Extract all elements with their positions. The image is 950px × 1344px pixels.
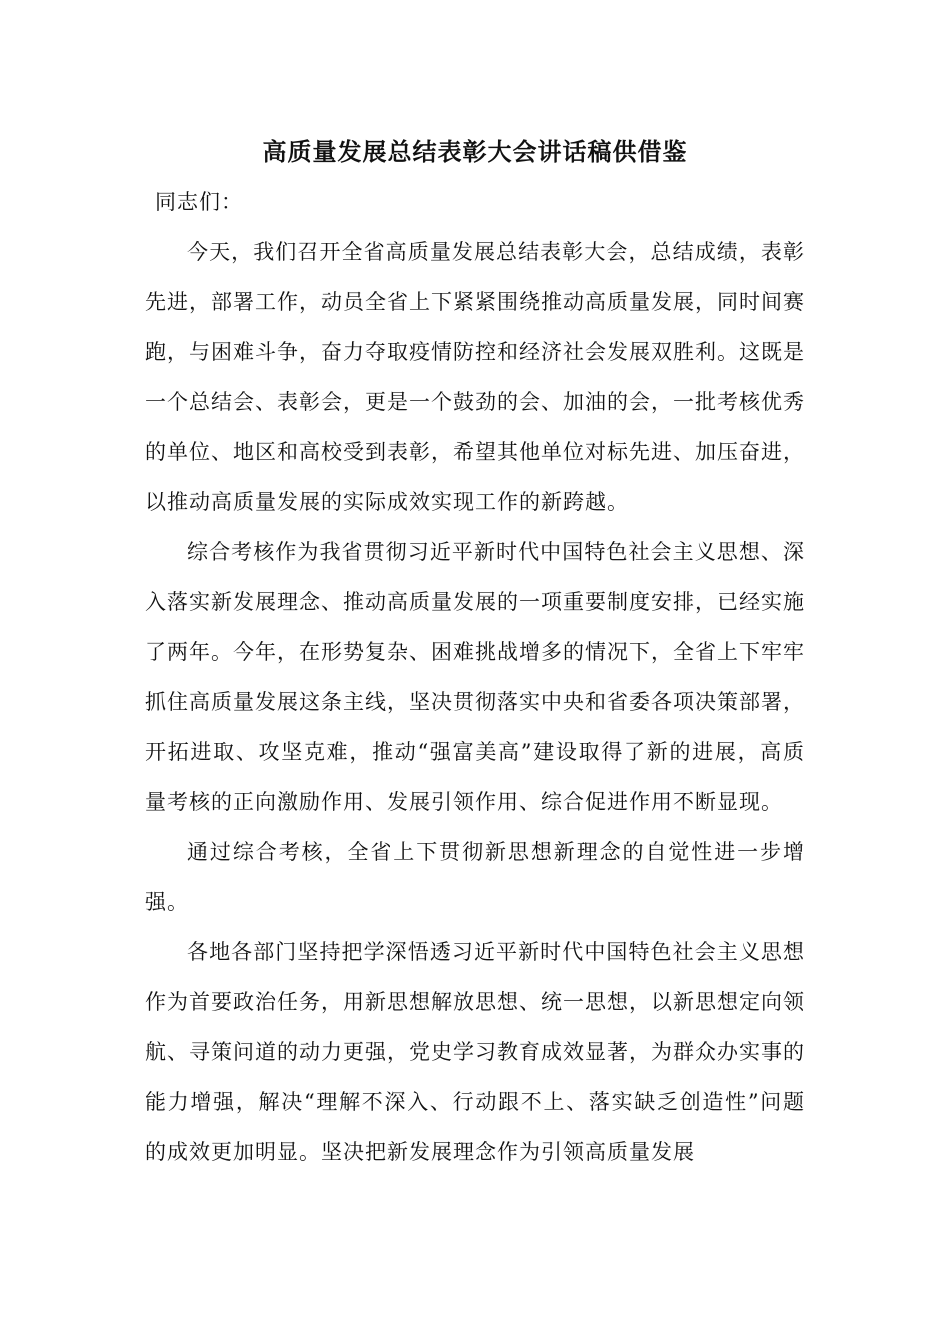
paragraph: 今天，我们召开全省高质量发展总结表彰大会，总结成绩，表彰先进，部署工作，动员全省上下紧紧围绕推动高质量发展，同时间赛跑，与困难斗争，奋力夺取疫情防控和经济社会发展双胜利。这既是一个总结会、表彰会，更是一个鼓劲的会、加油的会，一批考核优秀的单位、地区和高校受到表彰，希望其他单位对标先进、加压奋进，以推动高质量发展的实际成效实现工作的新跨越。: [145, 240, 805, 514]
document-title: 高质量发展总结表彰大会讲话稿供借鉴: [262, 138, 688, 166]
salutation: 同志们：: [155, 190, 243, 214]
paragraph: 各地各部门坚持把学深悟透习近平新时代中国特色社会主义思想作为首要政治任务，用新思想解放思想、统一思想，以新思想定向领航、寻策问道的动力更强，党史学习教育成效显著，为群众办实事的能力增强，解决“理解不深入、行动跟不上、落实缺乏创造性”问题的成效更加明显。坚决把新发展理念作为引领高质量发展: [145, 940, 805, 1164]
paragraph: 通过综合考核，全省上下贯彻新思想新理念的自觉性进一步增强。: [145, 840, 805, 914]
document-body: [145, 227, 805, 1177]
paragraph: 综合考核作为我省贯彻习近平新时代中国特色社会主义思想、深入落实新发展理念、推动高质量发展的一项重要制度安排，已经实施了两年。今年，在形势复杂、困难挑战增多的情况下，全省上下牢牢抓住高质量发展这条主线，坚决贯彻落实中央和省委各项决策部署，开拓进取、攻坚克难，推动“强富美高”建设取得了新的进展，高质量考核的正向激励作用、发展引领作用、综合促进作用不断显现。: [145, 540, 805, 814]
